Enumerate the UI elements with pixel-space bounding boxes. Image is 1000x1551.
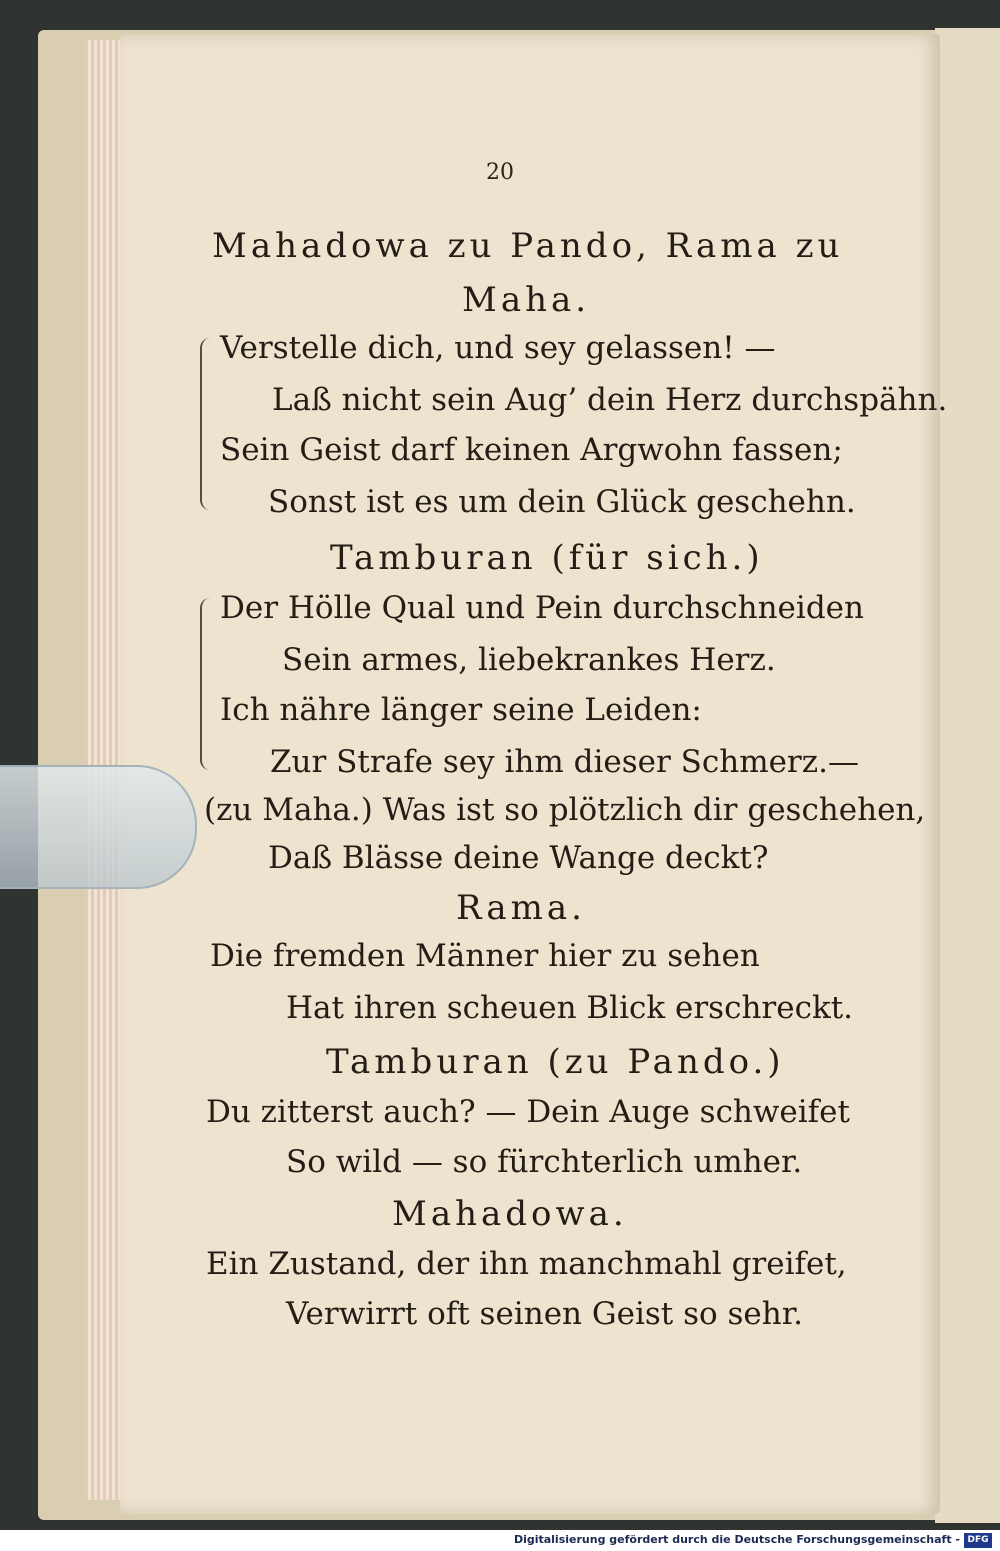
- verse-brace: [200, 338, 218, 510]
- verse-line: (zu Maha.) Was ist so plötzlich dir geschehen,: [204, 792, 926, 828]
- dfg-logo: DFG: [964, 1533, 992, 1548]
- verse-line: Der Hölle Qual und Pein durchschneiden: [220, 590, 864, 626]
- verse-line: Verwirrt oft seinen Geist so sehr.: [286, 1296, 804, 1332]
- verse-line: Verstelle dich, und sey gelassen! —: [220, 330, 776, 366]
- speaker-heading: Rama.: [456, 888, 586, 928]
- speaker-heading: Mahadowa zu Pando, Rama zu: [212, 226, 844, 266]
- verse-line: Zur Strafe sey ihm dieser Schmerz.—: [270, 744, 859, 780]
- verse-line: Sein armes, liebekrankes Herz.: [282, 642, 776, 678]
- verse-line: Hat ihren scheuen Blick erschreckt.: [286, 990, 854, 1026]
- speaker-heading: Tamburan (zu Pando.): [326, 1042, 785, 1082]
- footer-bar: [0, 1530, 1000, 1551]
- verse-line: Ich nähre länger seine Leiden:: [220, 692, 702, 728]
- facing-page: [935, 28, 1000, 1523]
- page-holder-clip: [0, 765, 197, 889]
- verse-brace: [200, 598, 218, 770]
- funding-credit: Digitalisierung gefördert durch die Deutsche Forschungsgemeinschaft -: [513, 1533, 960, 1546]
- speaker-heading: Maha.: [462, 280, 591, 320]
- verse-line: Laß nicht sein Aug’ dein Herz durchspähn.: [272, 382, 948, 418]
- verse-line: Sonst ist es um dein Glück geschehn.: [268, 484, 856, 520]
- verse-line: Du zitterst auch? — Dein Auge schweifet: [206, 1094, 850, 1130]
- verse-line: So wild — so fürchterlich umher.: [286, 1144, 803, 1180]
- page-number: 20: [486, 160, 514, 185]
- verse-line: Daß Blässe deine Wange deckt?: [268, 840, 769, 876]
- verse-line: Die fremden Männer hier zu sehen: [210, 938, 760, 974]
- verse-line: Sein Geist darf keinen Argwohn fassen;: [220, 432, 843, 468]
- verse-line: Ein Zustand, der ihn manchmahl greifet,: [206, 1246, 847, 1282]
- speaker-heading: Tamburan (für sich.): [330, 538, 764, 578]
- speaker-heading: Mahadowa.: [392, 1194, 628, 1234]
